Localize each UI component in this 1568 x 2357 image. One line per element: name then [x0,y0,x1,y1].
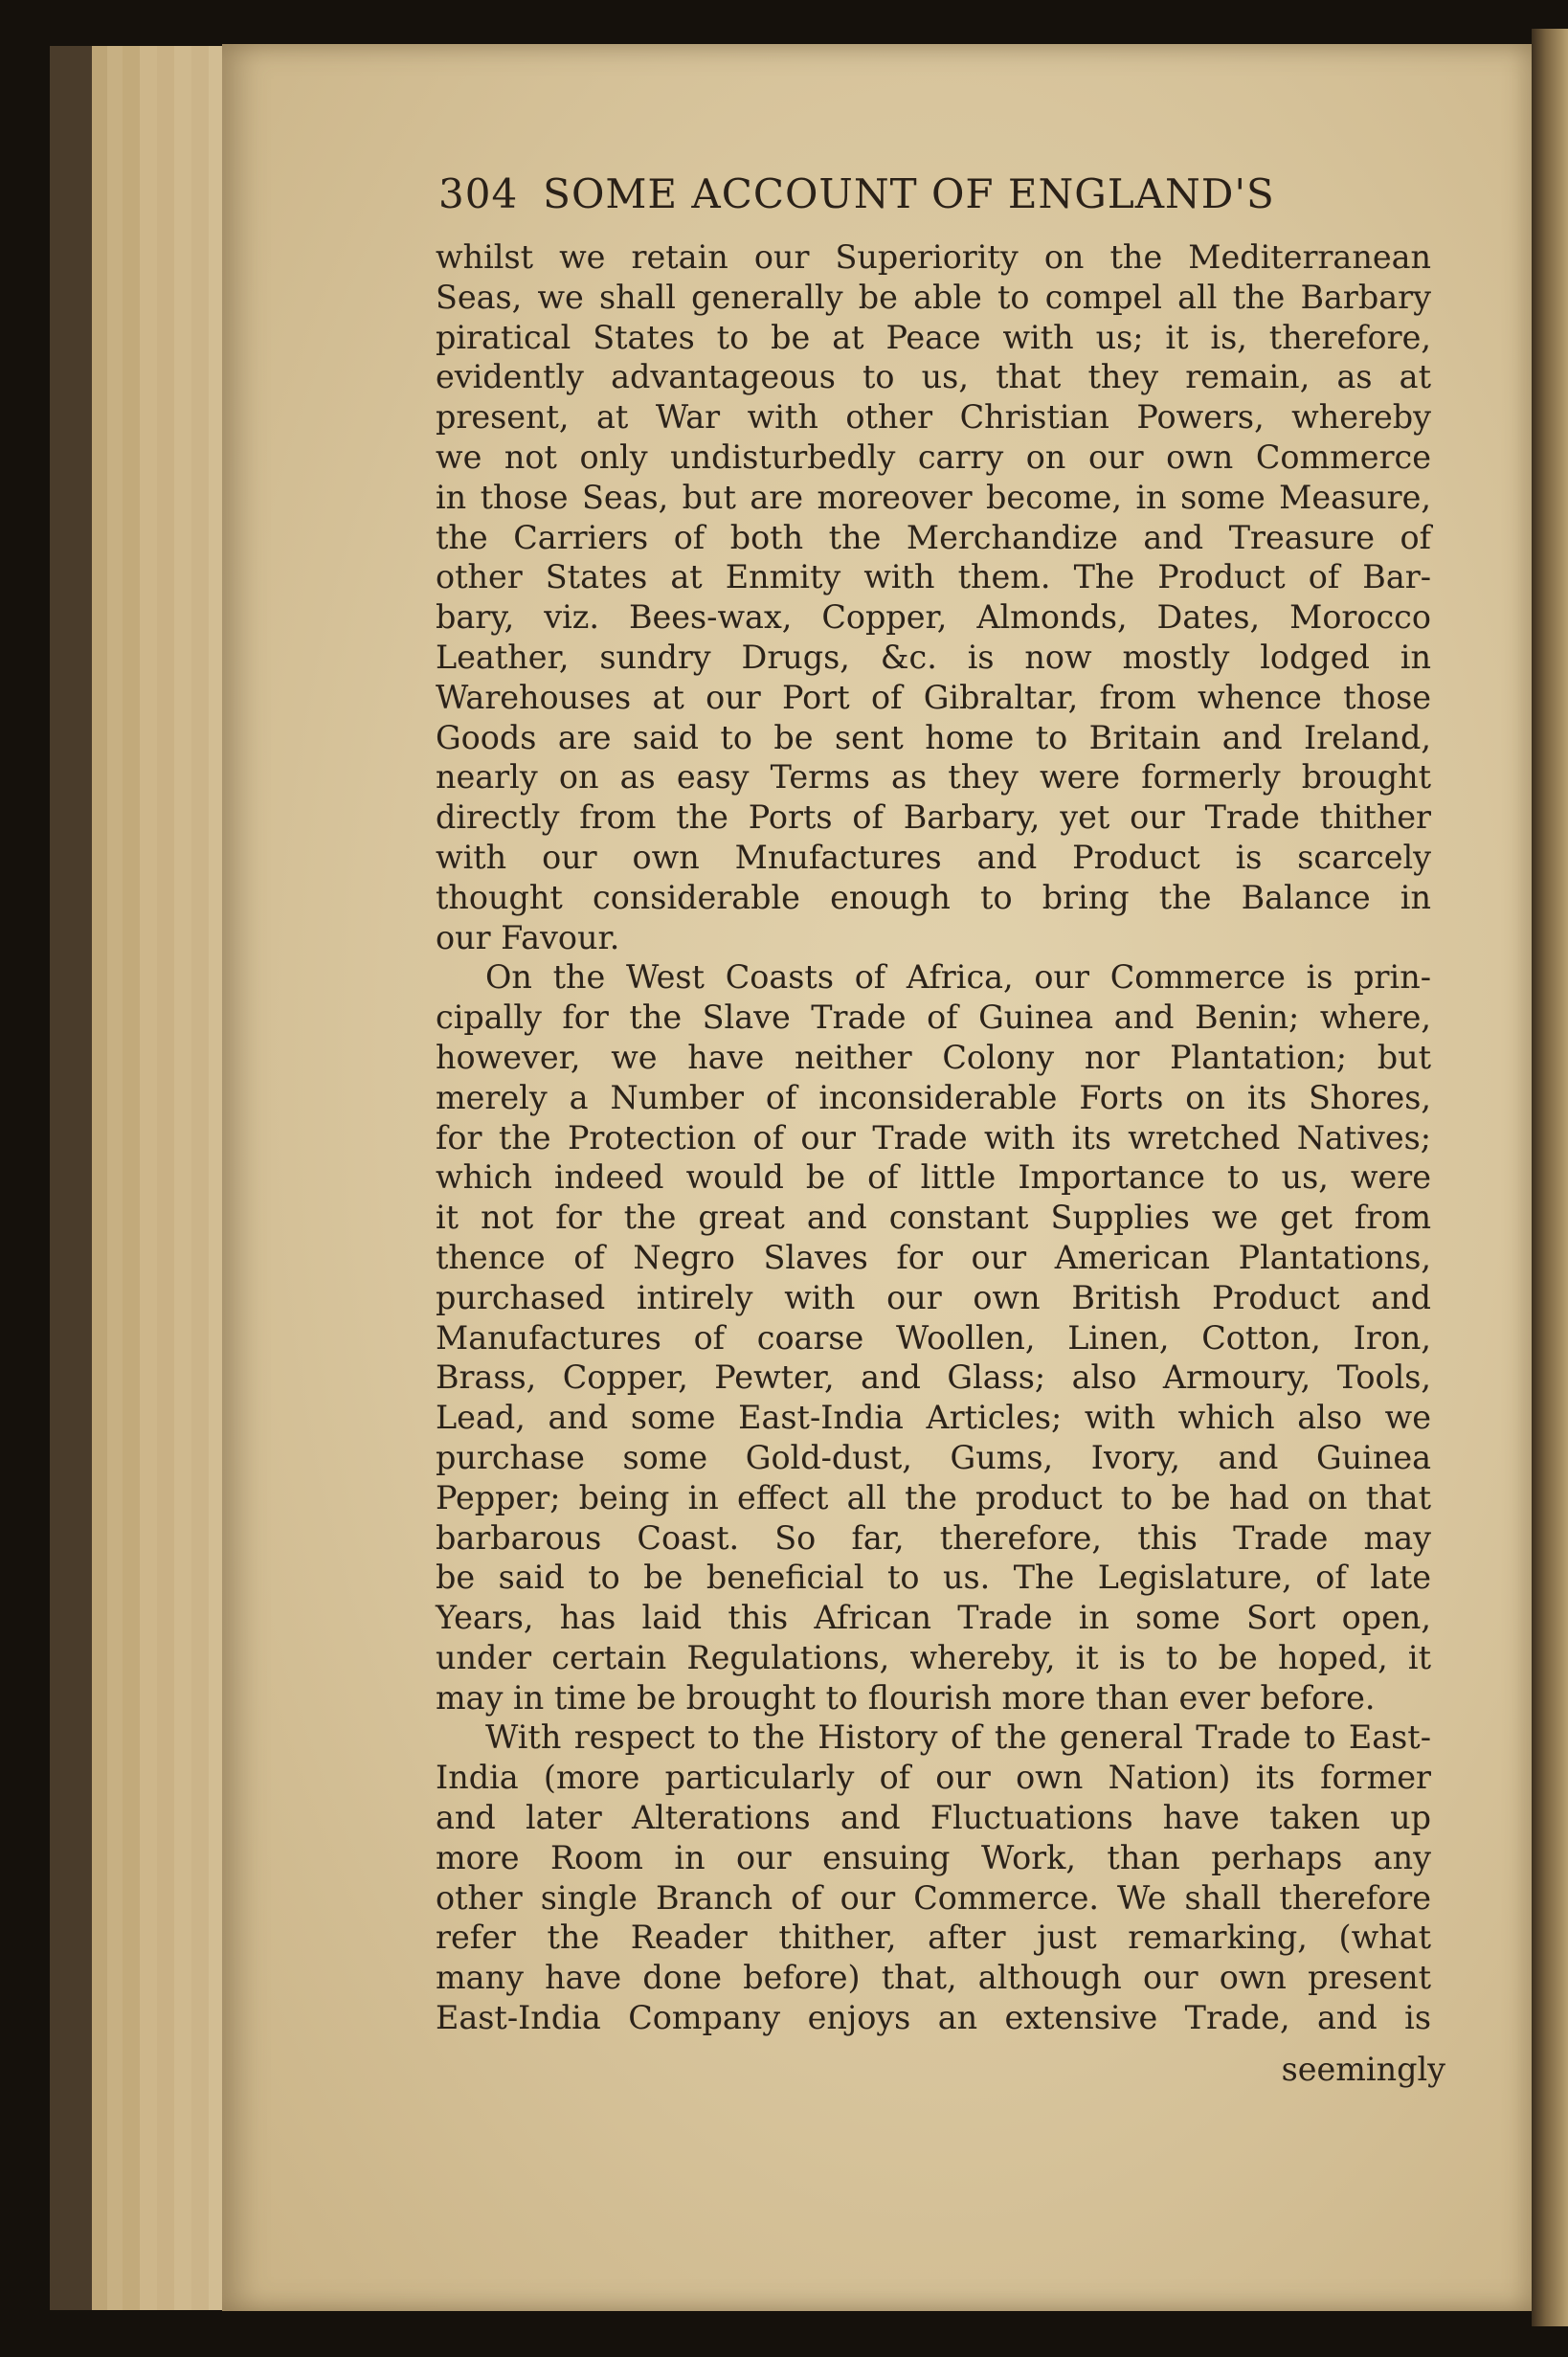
text-line: East-India Company enjoys an extensive Trade, and is [436,1999,1431,2037]
text-line: piratical States to be at Peace with us; it is, therefore, [436,318,1431,356]
text-line: it not for the great and constant Supplies we get from [436,1199,1431,1237]
text-line: Goods are said to be sent home to Britain and Ireland, [436,718,1431,756]
text-line: present, at War with other Christian Powers, whereby [436,398,1431,437]
text-line: purchase some Gold-dust, Gums, Ivory, and Guinea [436,1438,1431,1476]
text-line: With respect to the History of the general Trade to East- [485,1718,1431,1757]
text-line: other single Branch of our Commerce. We shall therefore [436,1878,1431,1917]
text-line: Warehouses at our Port of Gibraltar, from whence those [436,678,1431,716]
text-line: barbarous Coast. So far, therefore, this Trade may [436,1518,1431,1557]
text-line: Years, has laid this African Trade in some Sort open, [436,1599,1431,1637]
text-line: be said to be beneficial to us. The Legislature, of late [436,1559,1431,1597]
text-line: On the West Coasts of Africa, our Commerce is prin- [485,958,1431,997]
text-line: for the Protection of our Trade with its wretched Natives; [436,1118,1431,1156]
text-line: Leather, sundry Drugs, &c. is now mostly lodged in [436,638,1431,676]
text-line: which indeed would be of little Importance to us, were [436,1158,1431,1197]
text-line: thence of Negro Slaves for our American Plantations, [436,1238,1431,1276]
text-line: nearly on as easy Terms as they were formerly brought [436,758,1431,797]
text-line: Brass, Copper, Pewter, and Glass; also Armoury, Tools, [436,1358,1431,1397]
text-line: many have done before) that, although our own present [436,1959,1431,1997]
text-line: Seas, we shall generally be able to compel all the Barbary [436,278,1431,316]
text-line: evidently advantageous to us, that they remain, as at [436,358,1431,396]
facing-page-edge [1532,29,1568,2326]
text-line: India (more particularly of our own Nation) its former [436,1759,1431,1797]
text-line: Pepper; being in effect all the product to be had on that [436,1478,1431,1516]
running-head-title: SOME ACCOUNT OF ENGLAND'S [543,170,1275,217]
body-text [436,237,1431,2038]
text-line: whilst we retain our Superiority on the Mediterranean [436,238,1431,276]
text-line: the Carriers of both the Merchandize and Treasure of [436,518,1431,556]
text-line: thought considerable enough to bring the Balance in [436,878,1431,916]
text-line: with our own Mnufactures and Product is scarcely [436,838,1431,876]
text-line: Lead, and some East-India Articles; with which also we [436,1399,1431,1437]
running-head [438,170,1300,228]
text-line: other States at Enmity with them. The Product of Bar- [436,558,1431,596]
text-line: Manufactures of coarse Woollen, Linen, Cotton, Iron, [436,1318,1431,1357]
text-line: our Favour. [436,918,620,956]
text-line: we not only undisturbedly carry on our own Commerce [436,438,1431,476]
text-line: purchased intirely with our own British Product and [436,1278,1431,1316]
text-line: cipally for the Slave Trade of Guinea and Benin; where, [436,999,1431,1037]
text-line: may in time be brought to flourish more than ever before. [436,1678,1376,1717]
text-line: bary, viz. Bees-wax, Copper, Almonds, Dates, Morocco [436,598,1431,637]
text-line: in those Seas, but are moreover become, in some Measure, [436,478,1431,516]
text-line: more Room in our ensuing Work, than perhaps any [436,1838,1431,1876]
text-line: however, we have neither Colony nor Plantation; but [436,1038,1431,1076]
text-line: refer the Reader thither, after just remarking, (what [436,1919,1431,1957]
text-line: and later Alterations and Fluctuations have taken up [436,1799,1431,1837]
catchword: seemingly [1281,2051,1445,2088]
text-line: merely a Number of inconsiderable Forts on its Shores, [436,1078,1431,1116]
page-number: 304 [438,170,519,217]
text-line: under certain Regulations, whereby, it is to be hoped, it [436,1638,1431,1676]
text-line: directly from the Ports of Barbary, yet our Trade thither [436,798,1431,837]
